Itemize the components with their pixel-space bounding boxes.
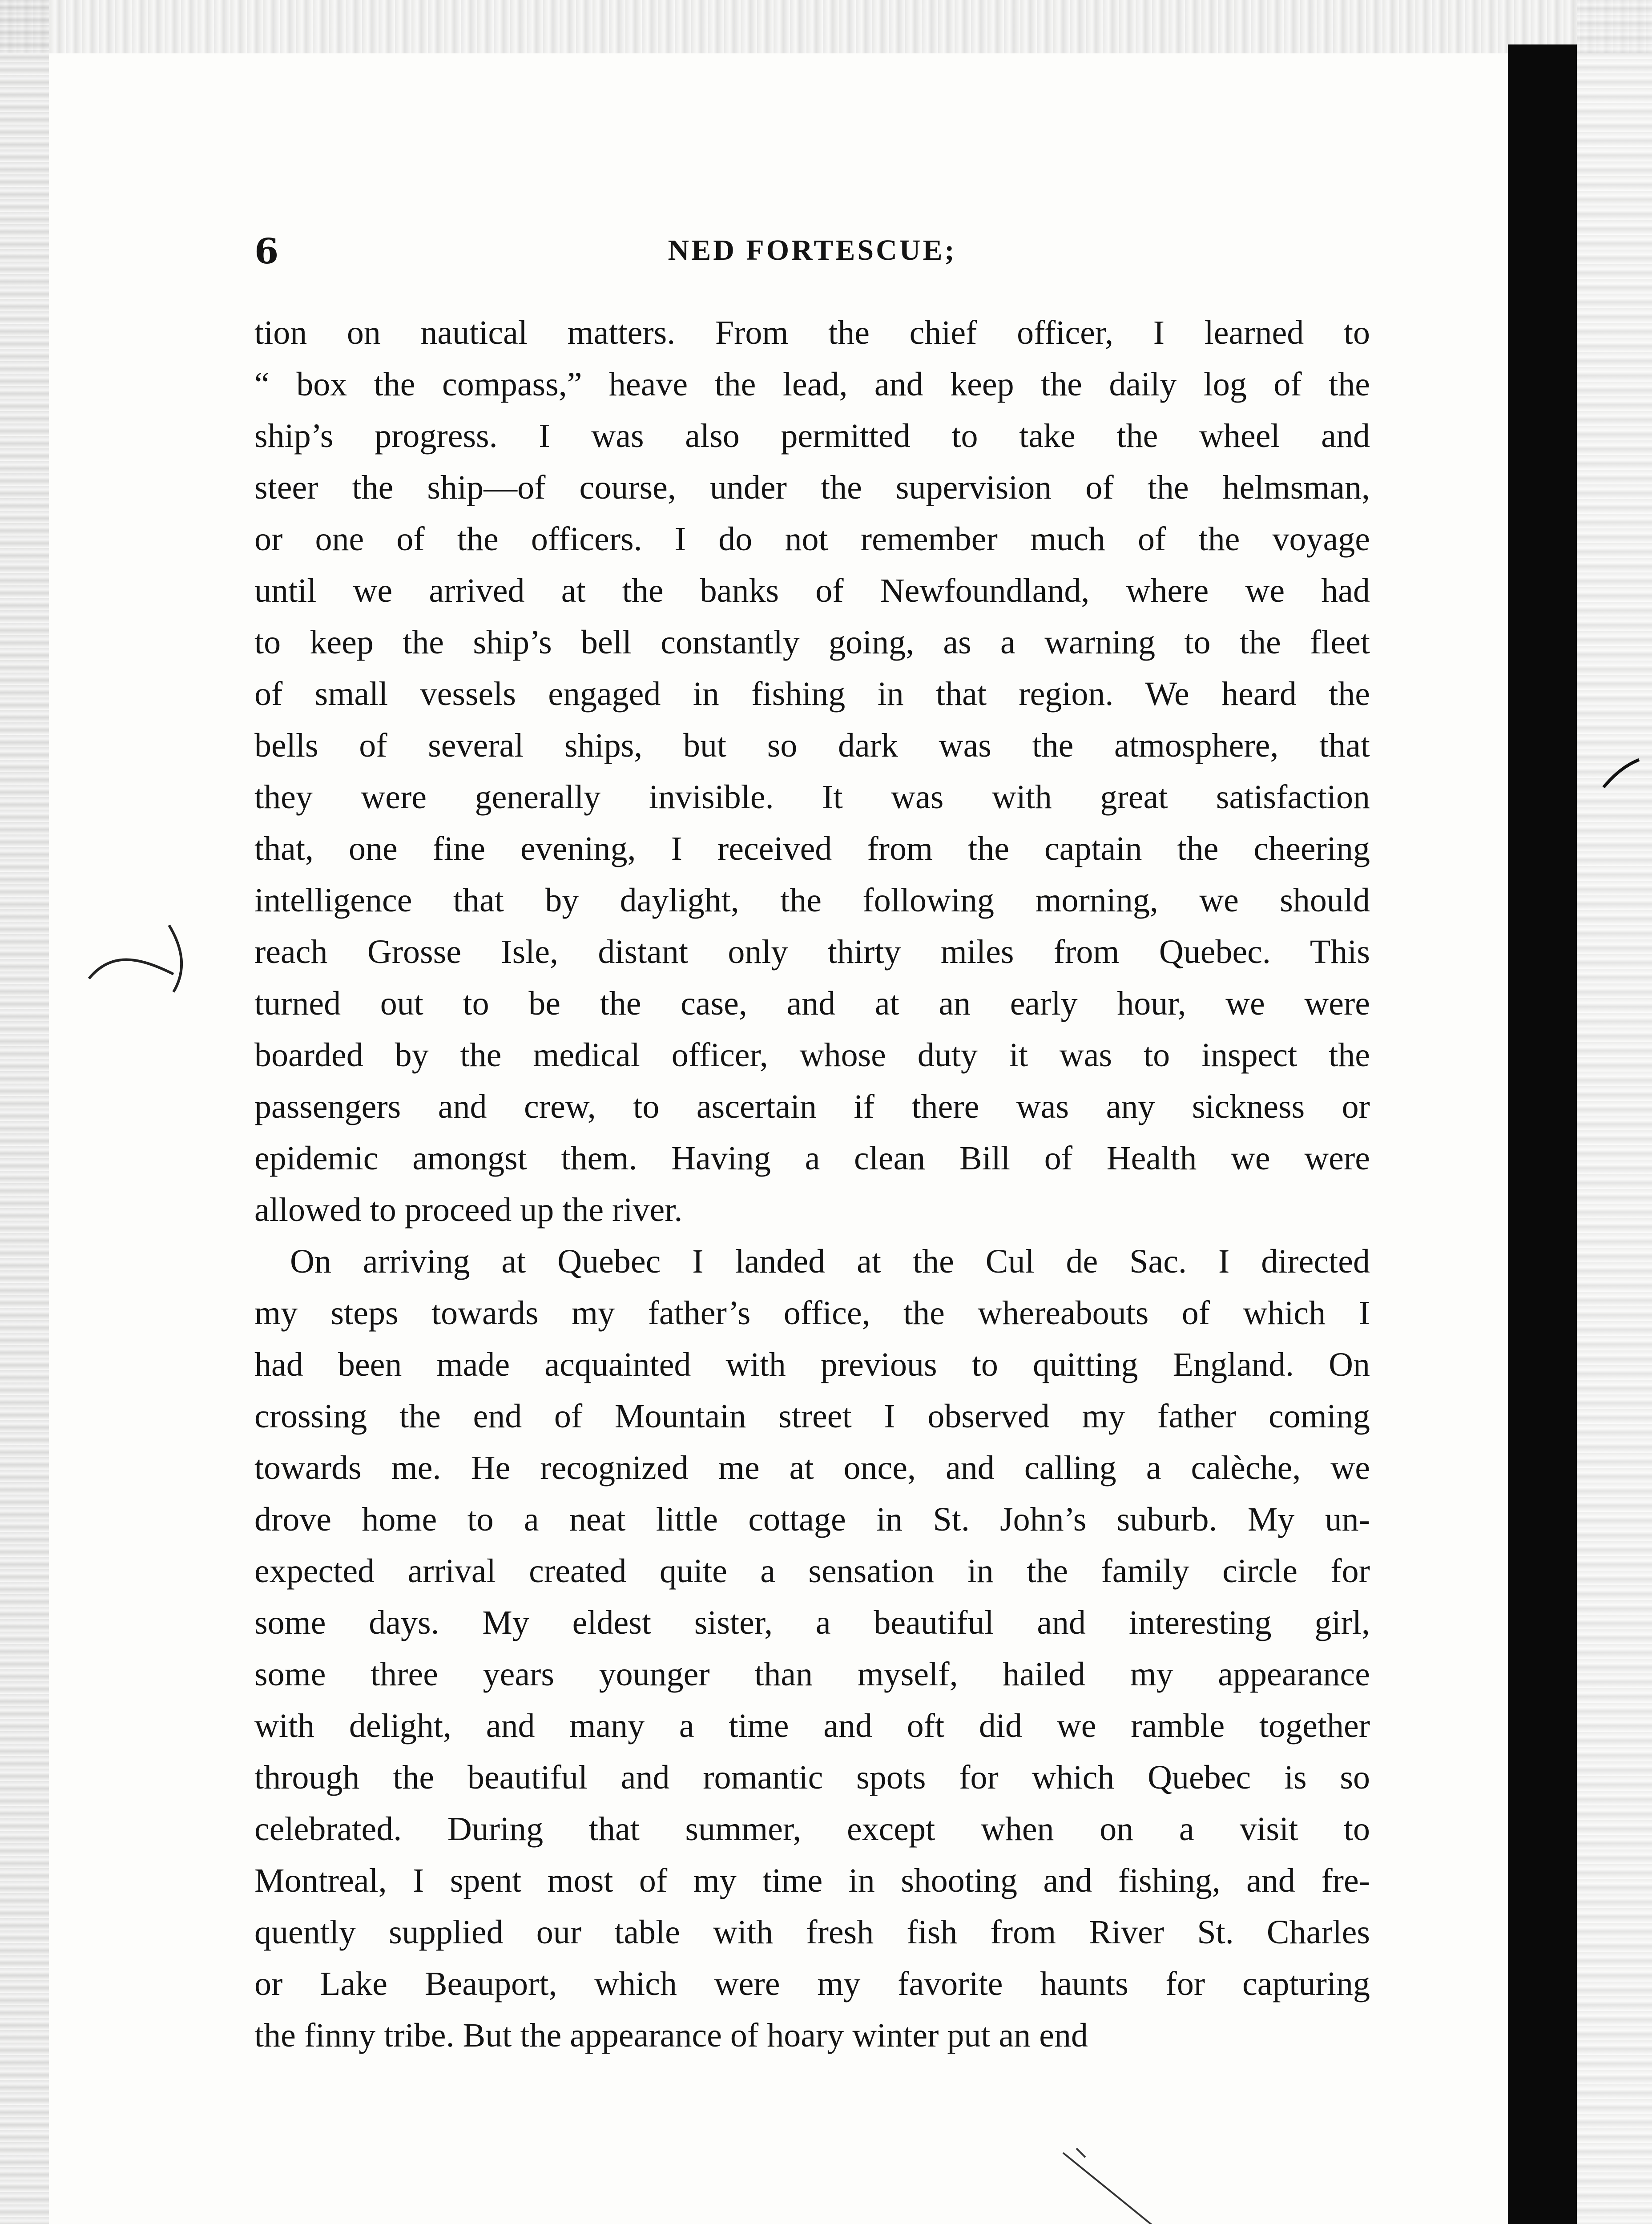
text-line: with delight, and many a time and oft did we ramble together <box>254 1707 1370 1745</box>
scan-edge-left <box>0 0 49 2224</box>
text-line: reach Grosse Isle, distant only thirty miles from Quebec. This <box>254 933 1370 971</box>
text-line: celebrated. During that summer, except when on a visit to <box>254 1810 1370 1848</box>
text-line: some days. My eldest sister, a beautiful and interesting girl, <box>254 1604 1370 1641</box>
text-line: of small vessels engaged in fishing in that region. We heard the <box>254 675 1370 713</box>
text-line: allowed to proceed up the river. <box>254 1191 683 1229</box>
text-line: turned out to be the case, and at an early hour, we were <box>254 985 1370 1022</box>
text-line: “ box the compass,” heave the lead, and keep the daily log of the <box>254 366 1370 403</box>
text-line: Montreal, I spent most of my time in shooting and fishing, and fre- <box>254 1862 1370 1899</box>
body-text <box>254 307 1370 2061</box>
text-line: intelligence that by daylight, the following morning, we should <box>254 882 1370 919</box>
text-line: steer the ship—of course, under the supervision of the helmsman, <box>254 469 1370 506</box>
text-line: they were generally invisible. It was with great satisfaction <box>254 778 1370 816</box>
text-line: On arriving at Quebec I landed at the Cul de Sac. I directed <box>290 1243 1370 1280</box>
binding-shadow-bar <box>1508 44 1577 2224</box>
text-line: my steps towards my father’s office, the whereabouts of which I <box>254 1294 1370 1332</box>
text-line: bells of several ships, but so dark was the atmosphere, that <box>254 727 1370 764</box>
text-line: had been made acquainted with previous to quitting England. On <box>254 1346 1370 1383</box>
text-line: until we arrived at the banks of Newfoundland, where we had <box>254 572 1370 609</box>
text-line: the finny tribe. But the appearance of hoary winter put an end <box>254 2017 1088 2054</box>
pencil-margin-mark-icon <box>85 898 200 1014</box>
text-line: passengers and crew, to ascertain if there was any sickness or <box>254 1088 1370 1125</box>
page-number: 6 <box>254 231 279 272</box>
running-title: NED FORTESCUE; <box>668 234 957 266</box>
paragraph <box>254 307 1370 1236</box>
text-line: or one of the officers. I do not remember much of the voyage <box>254 520 1370 558</box>
text-line: drove home to a neat little cottage in St. John’s suburb. My un- <box>254 1501 1370 1538</box>
text-line: towards me. He recognized me at once, and calling a calèche, we <box>254 1449 1370 1487</box>
scan-edge-right <box>1577 0 1652 2224</box>
pencil-side-mark-icon <box>1601 756 1641 792</box>
text-line: epidemic amongst them. Having a clean Bill of Health we were <box>254 1140 1370 1177</box>
text-line: tion on nautical matters. From the chief officer, I learned to <box>254 314 1370 351</box>
text-line: ship’s progress. I was also permitted to take the wheel and <box>254 417 1370 455</box>
text-line: expected arrival created quite a sensation in the family circle for <box>254 1552 1370 1590</box>
text-line: or Lake Beauport, which were my favorite haunts for capturing <box>254 1965 1370 2002</box>
text-line: that, one fine evening, I received from the captain the cheering <box>254 830 1370 867</box>
paragraph <box>254 1236 1370 2061</box>
text-line: some three years younger than myself, hailed my appearance <box>254 1656 1370 1693</box>
text-line: to keep the ship’s bell constantly going, as a warning to the fleet <box>254 624 1370 661</box>
text-line: boarded by the medical officer, whose duty it was to inspect the <box>254 1036 1370 1074</box>
pencil-bottom-stroke-icon <box>1059 2144 1245 2224</box>
text-line: crossing the end of Mountain street I observed my father coming <box>254 1398 1370 1435</box>
scan-edge-top <box>0 0 1652 53</box>
text-line: through the beautiful and romantic spots for which Quebec is so <box>254 1759 1370 1796</box>
text-line: quently supplied our table with fresh fish from River St. Charles <box>254 1914 1370 1951</box>
